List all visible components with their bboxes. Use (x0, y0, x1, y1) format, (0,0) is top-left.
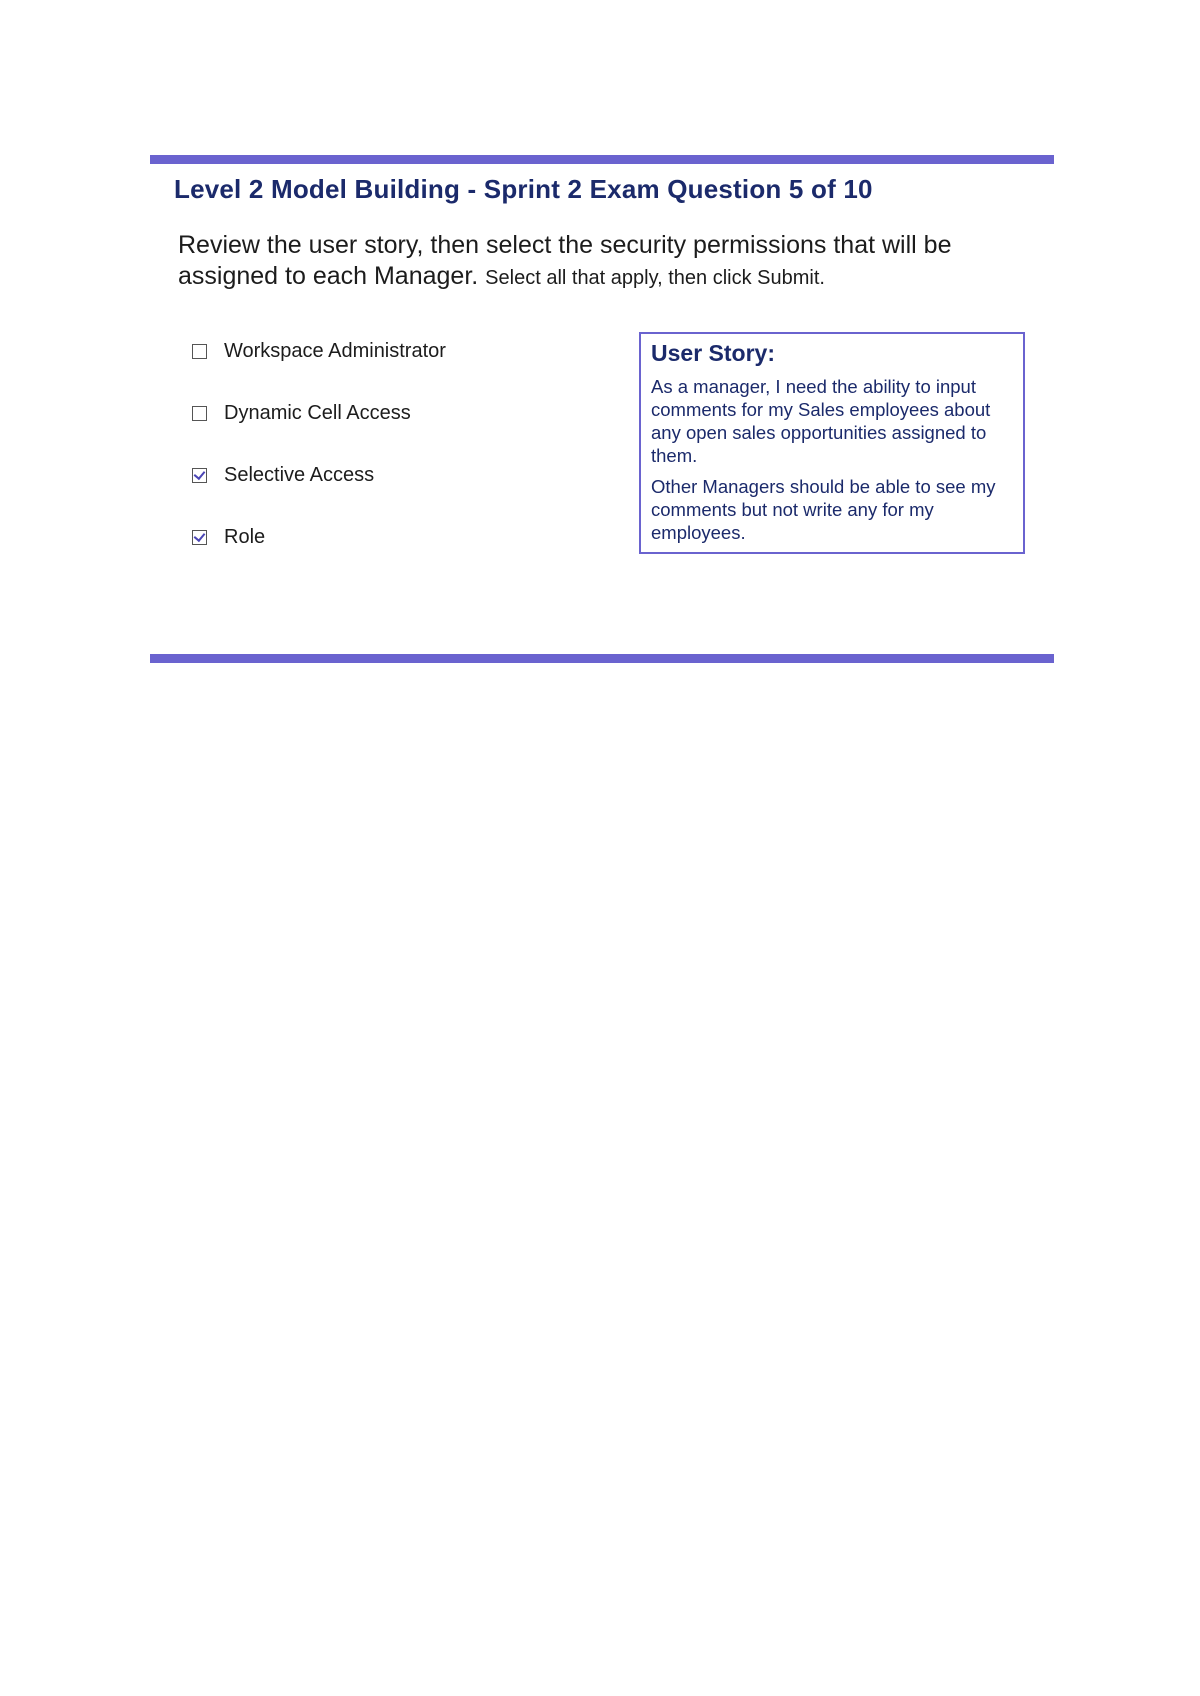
top-divider (150, 155, 1054, 164)
user-story-heading: User Story: (651, 340, 775, 366)
bottom-divider (150, 654, 1054, 663)
checkbox-unchecked-icon[interactable] (192, 344, 207, 359)
option-label: Dynamic Cell Access (224, 401, 411, 424)
instructions-main: Review the user story, then select the security permissions that will be assigned to each Manager. (178, 231, 952, 290)
checkbox-checked-icon[interactable] (192, 468, 207, 483)
option-workspace-administrator[interactable] (192, 336, 446, 366)
options-list (192, 336, 446, 584)
instructions-secondary: Select all that apply, then click Submit. (485, 267, 825, 289)
option-label: Workspace Administrator (224, 339, 446, 362)
option-dynamic-cell-access[interactable] (192, 398, 446, 428)
checkbox-unchecked-icon[interactable] (192, 406, 207, 421)
option-selective-access[interactable] (192, 460, 446, 490)
option-label: Selective Access (224, 463, 375, 486)
user-story-paragraph: As a manager, I need the ability to input comments for my Sales employees about any open sales opportunities assigned to them. (651, 376, 991, 466)
option-label: Role (224, 525, 266, 548)
page-title: Level 2 Model Building - Sprint 2 Exam Question 5 of 10 (174, 174, 873, 204)
user-story-box (639, 332, 1025, 554)
instructions (178, 230, 1038, 294)
option-role[interactable] (192, 522, 446, 552)
user-story-paragraph: Other Managers should be able to see my comments but not write any for my employees. (651, 476, 996, 543)
checkbox-checked-icon[interactable] (192, 530, 207, 545)
